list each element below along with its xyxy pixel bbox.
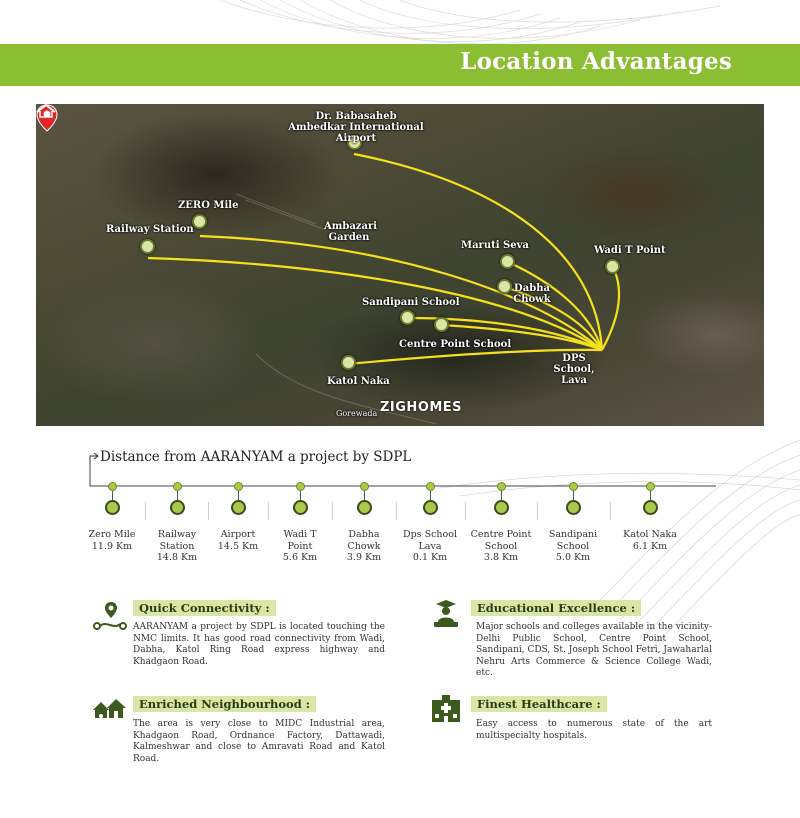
map-label-railway: Railway Station	[106, 224, 194, 235]
timeline-marker	[423, 500, 438, 515]
stop-distance: 14.5 Km	[217, 540, 259, 552]
distance-stop-katol-naka	[610, 482, 690, 552]
map-pin-katol	[341, 355, 356, 370]
map-label-maruti: Maruti Seva	[461, 240, 529, 251]
feature-text-connectivity: AARANYAM a project by SDPL is located touching the NMC limits. It has good road connectivity from Wadi, Dabha, Katol Ring Road express highway and Khadgaon Road.	[133, 622, 385, 667]
stop-distance: 5.6 Km	[282, 552, 318, 563]
timeline-node	[646, 482, 655, 491]
map-label-airport: Dr. Babasaheb Ambedkar International Airport	[288, 111, 424, 144]
location-map	[36, 104, 764, 426]
timeline-marker	[494, 500, 509, 515]
timeline-node	[360, 482, 369, 491]
house-logo-icon	[36, 104, 56, 118]
feature-title-neighbourhood: Enriched Neighbourhood :	[133, 696, 316, 712]
stop-name: Airport	[220, 529, 256, 540]
timeline-marker	[293, 500, 308, 515]
hospital-icon	[428, 694, 464, 724]
timeline-node	[108, 482, 117, 491]
map-pin-centre-point	[434, 317, 449, 332]
map-label-dabha: Dabha Chowk	[513, 283, 551, 305]
feature-text-neighbourhood: The area is very close to MIDC Industrial area, Khadgaon Road, Ordnance Factory, Dattawadi, Kalmeshwar and close to Amravati Road and Katol Road.	[133, 719, 385, 764]
stop-distance: 14.8 Km	[156, 552, 198, 563]
route-pin-icon	[92, 600, 128, 630]
timeline-node	[234, 482, 243, 491]
map-pin-dabha	[497, 279, 512, 294]
distance-stop-centre-point-school	[461, 482, 541, 564]
route-lines	[36, 104, 764, 426]
stop-distance: 3.9 Km	[346, 552, 382, 563]
map-pin-wadi	[605, 259, 620, 274]
feature-text-healthcare: Easy access to numerous state of the art multispecialty hospitals.	[476, 719, 712, 741]
timeline-marker	[231, 500, 246, 515]
timeline-marker	[105, 500, 120, 515]
timeline-node	[296, 482, 305, 491]
timeline-marker	[643, 500, 658, 515]
map-label-zero-mile: ZERO Mile	[178, 200, 239, 211]
map-label-katol: Katol Naka	[327, 376, 390, 387]
timeline-marker	[566, 500, 581, 515]
map-pin-maruti	[500, 254, 515, 269]
stop-name: Railway Station	[157, 529, 197, 552]
map-label-gorewada: Gorewada	[336, 409, 378, 418]
timeline-node	[497, 482, 506, 491]
timeline-node	[173, 482, 182, 491]
map-label-destination: DPS School, Lava	[553, 353, 595, 386]
houses-icon	[92, 694, 128, 724]
map-pin-zero-mile	[192, 214, 207, 229]
map-label-wadi: Wadi T Point	[594, 245, 666, 256]
map-label-centre-point: Centre Point School	[399, 339, 512, 350]
feature-text-education: Major schools and colleges available in the vicinity- Delhi Public School, Centre Point School, Sandipani, CDS, St. Joseph School Fetri, Jawaharlal Nehru Arts Commerce & Science College Wadi, etc.	[476, 622, 712, 678]
map-label-ambazari: Ambazari Garden	[324, 221, 378, 243]
stop-distance: 11.9 Km	[91, 540, 133, 552]
timeline-marker	[357, 500, 372, 515]
distance-stop-sandipani-school	[533, 482, 613, 564]
watermark-logo	[380, 400, 462, 415]
distance-stop-dps-school-lava	[390, 482, 470, 564]
stop-name: Katol Naka	[623, 529, 677, 540]
timeline-node	[426, 482, 435, 491]
header-banner	[0, 44, 800, 86]
feature-title-healthcare: Finest Healthcare :	[471, 696, 607, 712]
stop-name: Centre Point School	[470, 529, 532, 552]
stop-name: Sandipani School	[548, 529, 598, 552]
stop-name: Zero Mile	[88, 529, 136, 540]
stop-distance: 0.1 Km	[412, 552, 448, 563]
map-label-sandipani: Sandipani School	[362, 297, 460, 308]
stop-name: Dps School Lava	[402, 529, 458, 552]
page-title: Location Advantages	[460, 48, 732, 75]
stop-distance: 6.1 Km	[632, 540, 668, 552]
distance-title: Distance from AARANYAM a project by SDPL	[100, 449, 412, 465]
map-pin-railway	[140, 239, 155, 254]
feature-title-education: Educational Excellence :	[471, 600, 641, 616]
route-wadi	[602, 267, 619, 350]
timeline-node	[569, 482, 578, 491]
graduate-icon	[428, 598, 464, 628]
stop-name: Wadi T Point	[283, 529, 317, 552]
feature-title-connectivity: Quick Connectivity :	[133, 600, 276, 616]
stop-distance: 5.0 Km	[555, 552, 591, 563]
watermark-text: ZIGHOMES	[380, 400, 463, 415]
map-pin-sandipani	[400, 310, 415, 325]
stop-distance: 3.8 Km	[483, 552, 519, 563]
timeline-marker	[170, 500, 185, 515]
stop-name: Dabha Chowk	[347, 529, 381, 552]
